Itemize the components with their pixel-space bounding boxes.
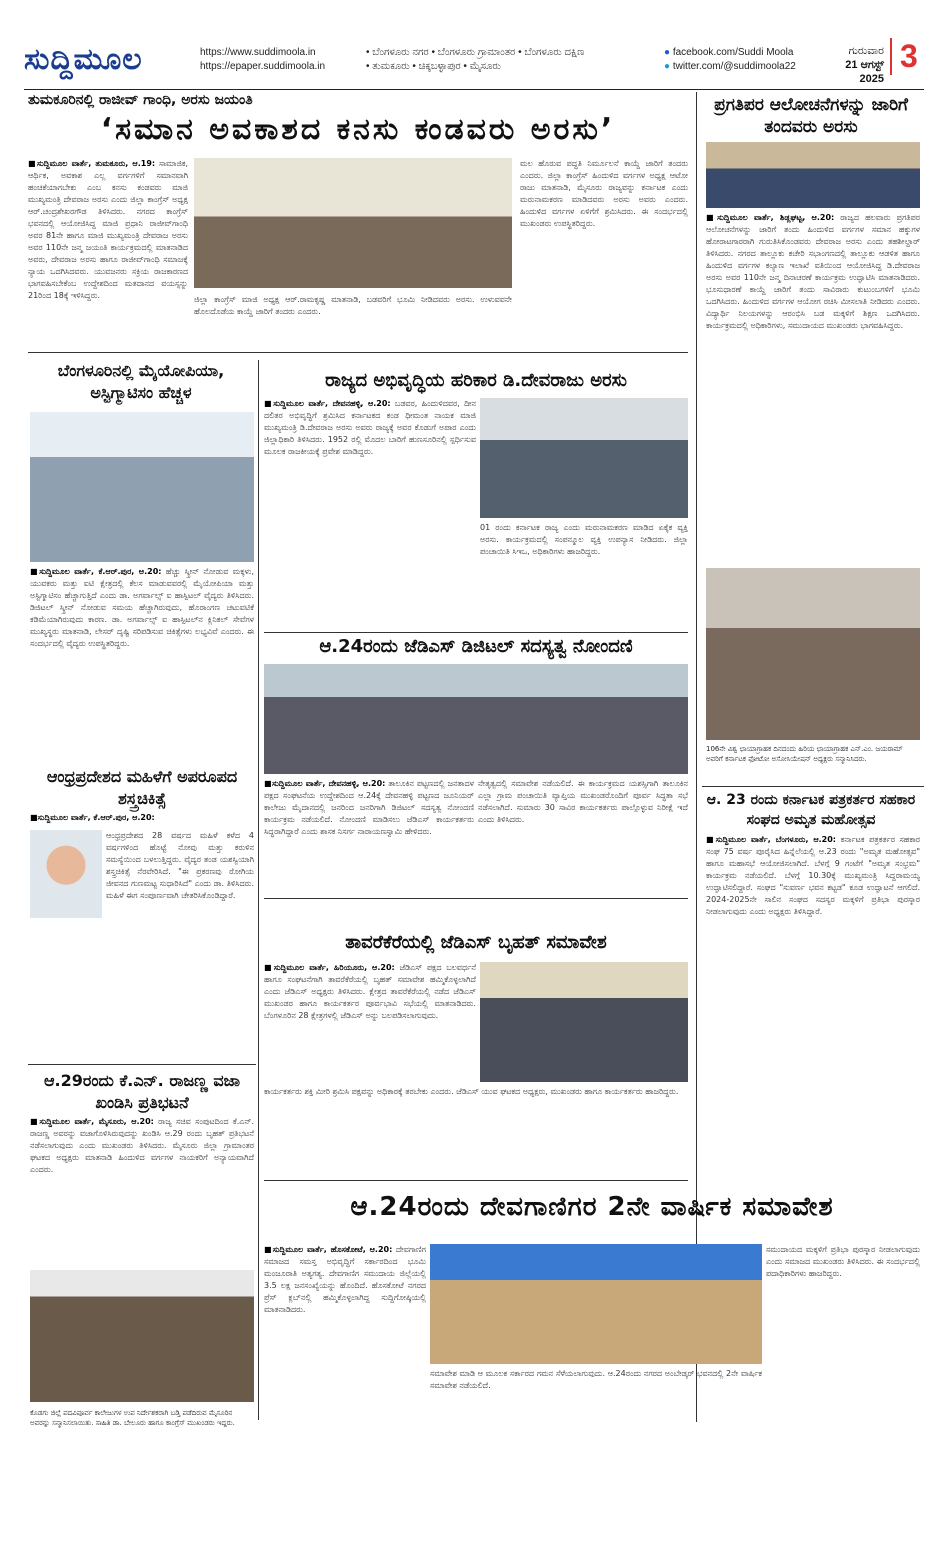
divider (264, 632, 688, 633)
issue-date (824, 44, 884, 86)
article-body (706, 212, 920, 564)
facebook-link[interactable]: facebook.com/Suddi Moola (672, 47, 794, 58)
press-meet-photo (430, 1244, 762, 1364)
article-body: ನೇತೃತ್ವದಲ್ಲಿ ಸಮಾವೇಶ ನಡೆಯಲಿದೆ. ಈ ಕಾರ್ಯಕ್ರಮದ ಯಶಸ್ಸಿಗಾಗಿ ತಾಲೂಕಿನ ಎಲ್ಲಾ ಗ್ರಾಮ ಪಂಚಾಯಿತಿ ವ್ಯಾಪ್ತಿಯ ಮುಖಂಡರೊಂದಿಗೆ ಪೂರ್ವ ಸಿದ್ಧತಾ ಸಭೆ ನಡೆಸಲಾಗಿದೆ. ಸುಮಾರು 30 ಸಾವಿರ ಕಾರ್ಯಕರ್ತರು ಪಾಲ್ಗೊಳ್ಳುವ ನಿರೀಕ್ಷೆ ಇದೆ ಎಂದು ತಿಳಿಸಿದರು. (478, 779, 688, 824)
photographer-photo (706, 568, 920, 740)
photo-caption: ಕೊಡಗು ಜಿಲ್ಲೆ ಪದವಿಪೂರ್ವ ಕಾಲೇಜುಗಳ ಉಪ ನಿರ್ದೇಶಕರಾಗಿ ಬಡ್ತಿ ಪಡೆದಿರುವ ಮೈಸೂರಿನ ಅವರನ್ನು ಸನ್ಮಾನಿಸಲಾಯಿತು. ಸಾಹಿತಿ ಡಾ. ಬೇಲೂರು ಹಾಗೂ ಕಾಂಗ್ರೆಸ್ ಮುಖಂಡರು ಇದ್ದರು. (30, 1409, 235, 1427)
social-links (664, 46, 796, 74)
article-body: 01 ರಂದು ಕರ್ನಾಟಕ ರಾಜ್ಯ ಎಂದು ಮರುನಾಮಕರಣ ಮಾಡಿದ ಏಕೈಕ ವ್ಯಕ್ತಿ ಅರಸು. ಕಾರ್ಯಕ್ರಮದಲ್ಲಿ ಸಂಪನ್ಮೂಲ ವ್ಯಕ್ತಿ ಉಪನ್ಯಾಸ ನೀಡಿದರು. ಜಿಲ್ಲಾ ಪಂಚಾಯಿತಿ ಸಿಇಒ, ಅಧಿಕಾರಿಗಳು ಹಾಜರಿದ್ದರು. (480, 523, 688, 556)
epaper-link[interactable]: https://epaper.suddimoola.in (200, 61, 326, 72)
byline: ■ಸುದ್ದಿಮೂಲ ವಾರ್ತೆ, ದೇವನಹಳ್ಳಿ, ಆ.20: (264, 399, 391, 408)
date: 21 ಆಗಸ್ಟ್ 2025 (845, 59, 884, 85)
twitter-link[interactable]: twitter.com/@suddimoola22 (672, 61, 796, 72)
edition-row: • ತುಮಕೂರು • ಚಿಕ್ಕಬಳ್ಳಾಪುರ • ಮೈಸೂರು (366, 61, 501, 72)
event-photo (706, 142, 920, 208)
article-body: ಕಾರ್ಯಕರ್ತರು ಶಕ್ತಿ ಮೀರಿ ಶ್ರಮಿಸಿ ಪಕ್ಷವನ್ನು ಅಧಿಕಾರಕ್ಕೆ ತರಬೇಕು ಎಂದರು. ಜೆಡಿಎಸ್ ಯುವ ಘಟಕದ ಅಧ್ಯಕ್ಷರು, ಮುಖಂಡರು ಹಾಗೂ ಕಾರ್ಯಕರ್ತರು ಹಾಜರಿದ್ದರು. (264, 1087, 679, 1096)
edition-row: • ಬೆಂಗಳೂರು ನಗರ • ಬೆಂಗಳೂರು ಗ್ರಾಮಾಂತರ • ಬೆಂಗಳೂರು ದಕ್ಷಿಣ (366, 47, 585, 58)
byline: ■ಸುದ್ದಿಮೂಲ ವಾರ್ತೆ, ಕೆ.ಆರ್.ಪುರ, ಆ.20: (30, 813, 155, 822)
article-body (30, 566, 254, 760)
column-rule (258, 360, 259, 1420)
article-body (264, 398, 476, 630)
newspaper-logo: ಸುದ್ದಿಮೂಲ (24, 42, 143, 77)
body-text: ಬಡವರ, ಹಿಂದುಳಿದವರ, ದೀನ ದಲಿತರ ಅಭಿವೃದ್ಧಿಗೆ ಶ್ರಮಿಸಿದ ಕರ್ನಾಟಕದ ಕಂಡ ಧೀಮಂತ ನಾಯಕ ಮಾಜಿ ಮುಖ್ಯಮಂತ್ರಿ ಡಿ.ದೇವರಾಜ ಅರಸು ಅವರು ರಾಜ್ಯಕ್ಕೆ ಅವರ ಕೊಡುಗೆ ಅಪಾರ ಎಂದು ಜಿಲ್ಲಾಧಿಕಾರಿ ತಿಳಿಸಿದರು. 1952 ರಲ್ಲಿ ಮೊದಲ ಬಾರಿಗೆ ಹುಣಸೂರಿನಲ್ಲಿ ಸ್ಪರ್ಧಿಸುವ ಮೂಲಕ ರಾಜಕೀಯಕ್ಕೆ ಪ್ರವೇಶ ಮಾಡಿದ್ದರು. (264, 399, 476, 456)
article-body: ಸಮಾವೇಶ ಮಾಡಿ ಆ ಮೂಲಕ ಸರ್ಕಾರದ ಗಮನ ಸೆಳೆಯಲಾಗುವುದು. ಆ.24ರಂದು ನಗರದ ಅಂಬೇಡ್ಕರ್ ಭವನದಲ್ಲಿ 2ನೇ ವಾರ್ಷಿಕ ಸಮಾವೇಶ ನಡೆಯಲಿದೆ. (430, 1369, 762, 1390)
group-photo (194, 158, 512, 288)
body-text: ರಾಜ್ಯ ಸಚಿವ ಸಂಪುಟದಿಂದ ಕೆ.ಎನ್. ರಾಜಣ್ಣ ಅವರನ್ನು ವಜಾಗೊಳಿಸಿರುವುದನ್ನು ಖಂಡಿಸಿ ಆ.29 ರಂದು ಬೃಹತ್ ಪ್ರತಿಭಟನೆ ನಡೆಸಲಾಗುವುದು ಎಂದು ಮುಖಂಡರು ತಿಳಿಸಿದರು. ಮೈಸೂರು ಜಿಲ್ಲಾ ಗ್ರಾಮಾಂತರ ಘಟಕದ ಅಧ್ಯಕ್ಷರು ಮಾತನಾಡಿ ಹಿಂದುಳಿದ ವರ್ಗಗಳ ನಾಯಕರಿಗೆ ಅನ್ಯಾಯವಾಗಿದೆ ಎಂದರು. (30, 1117, 254, 1174)
stage-photo (480, 962, 688, 1082)
article-body: ಸಮುದಾಯದ ಮಕ್ಕಳಿಗೆ ಪ್ರತಿಭಾ ಪುರಸ್ಕಾರ ನೀಡಲಾಗುವುದು ಎಂದು ಸಮಾಜದ ಮುಖಂಡರು ತಿಳಿಸಿದರು. ಈ ಸಂದರ್ಭದಲ್ಲಿ ಪದಾಧಿಕಾರಿಗಳು ಹಾಜರಿದ್ದರು. (766, 1245, 920, 1278)
body-text: ತಾಲೂಕಿನ ಪಟ್ಟಣದಲ್ಲಿ ಜನತಾದಳ ಪಕ್ಷದ ಸಂಘಟನೆಯ ಉದ್ದೇಶದಿಂದ ಆ.24ಕ್ಕೆ ದೇವನಹಳ್ಳಿ ಪಟ್ಟಣದ ಜೂನಿಯರ್ ಕಾಲೇಜು ಮೈದಾನದಲ್ಲಿ ಜನರಿಂದ ಜನರಿಗಾಗಿ ಡಿಜಿಟಲ್ ಸದಸ್ಯತ್ವ ನೋಂದಣಿ ಕಾರ್ಯಕ್ರಮ ನಡೆಯಲಿದೆ. ನೋಂದಣಿ ಮಾಡಿಸಲು ಜೆಡಿಎಸ್ ಕಾರ್ಯಕರ್ತರು ಸಿದ್ಧರಾಗಿದ್ದಾರೆ ಎಂದು ಶಾಸಕ ನಿಸರ್ಗ ನಾರಾಯಣಸ್ವಾಮಿ ಹೇಳಿದರು. (264, 779, 474, 836)
article-body: ಜಿಲ್ಲಾ ಕಾಂಗ್ರೆಸ್ ಮಾಜಿ ಅಧ್ಯಕ್ಷ ಆರ್.ರಾಮಕೃಷ್ಣ ಮಾತನಾಡಿ, ಬಡವರಿಗೆ ಭೂಮಿ ನೀಡಿದವರು ಅರಸು. ಉಳುವವನೇ ಹೊಲದೊಡೆಯ ಕಾಯ್ದೆ ಜಾರಿಗೆ ತಂದರು ಎಂದರು. (194, 295, 512, 316)
masthead (24, 38, 924, 90)
article-body (264, 778, 474, 896)
byline: ■ಸುದ್ದಿಮೂಲ ವಾರ್ತೆ, ತುಮಕೂರು, ಆ.19: (28, 159, 156, 168)
body-text: ಜೆಡಿಎಸ್ ಪಕ್ಷದ ಬಲವರ್ಧನೆ ಹಾಗೂ ಸಂಘಟನೆಗಾಗಿ ತಾವರೆಕೆರೆಯಲ್ಲಿ ಬೃಹತ್ ಸಮಾವೇಶ ಹಮ್ಮಿಕೊಳ್ಳಲಾಗಿದೆ ಎಂದು ಜೆಡಿಎಸ್ ಅಧ್ಯಕ್ಷರು ತಿಳಿಸಿದರು. ಕ್ಷೇತ್ರದ ತಾವರೆಕೆರೆಯಲ್ಲಿ ನಡೆದ ಜೆಡಿಎಸ್ ಮುಖಂಡರ ಹಾಗೂ ಕಾರ್ಯಕರ್ತರ ಪೂರ್ವಭಾವಿ ಸಭೆಯಲ್ಲಿ ಮಾತನಾಡಿದರು. ಬೆಂಗಳೂರಿನ 28 ಕ್ಷೇತ್ರಗಳಲ್ಲಿ ಜೆಡಿಎಸ್ ಅನ್ನು ಬಲಪಡಿಸಲಾಗುವುದು. (264, 963, 476, 1020)
divider (28, 1064, 256, 1065)
article-headline: ತಾವರೆಕೆರೆಯಲ್ಲಿ ಜೆಡಿಎಸ್ ಬೃಹತ್ ಸಮಾವೇಶ (345, 932, 607, 953)
article-body (706, 834, 920, 1178)
twitter-icon: ● (664, 61, 671, 72)
divider (264, 1180, 688, 1181)
article-body: ಮಲ ಹೊರುವ ಪದ್ಧತಿ ನಿರ್ಮೂಲನೆ ಕಾಯ್ದೆ ಜಾರಿಗೆ ತಂದರು ಎಂದರು. ಜಿಲ್ಲಾ ಕಾಂಗ್ರೆಸ್ ಹಿಂದುಳಿದ ವರ್ಗಗಳ ಅಧ್ಯಕ್ಷ ಆಟೋ ರಾಜು ಮಾತನಾಡಿ, ಮೈಸೂರು ರಾಜ್ಯವನ್ನು ಕರ್ನಾಟಕ ಎಂದು ಮರುನಾಮಕರಣ ಮಾಡಿದವರು ಅರಸು ಅವರು ಎಂದರು. ಹಿಂದುಳಿದ ವರ್ಗಗಳ ಏಳಿಗೆಗೆ ಶ್ರಮಿಸಿದರು. ಈ ಸಂದರ್ಭದಲ್ಲಿ ಮುಖಂಡರು ಉಪಸ್ಥಿತರಿದ್ದರು. (520, 159, 688, 228)
doctors-photo (30, 412, 254, 562)
body-text: ರಾಜ್ಯದ ಹಲವಾರು ಪ್ರಗತಿಪರ ಆಲೋಚನೆಗಳನ್ನು ಜಾರಿಗೆ ತಂದು ಹಿಂದುಳಿದ ವರ್ಗಗಳ ಸಮಾನ ಹಕ್ಕುಗಳ ಹೋರಾಟಗಾರರಾಗಿ ಗುರುತಿಸಿಕೊಂಡವರು ದೇವರಾಜ ಅರಸು ಎಂದು ತಹಶೀಲ್ದಾರ್ ತಿಳಿಸಿದರು. ನಗರದ ತಾಲ್ಲೂಕು ಕಚೇರಿ ಸಭಾಂಗಣದಲ್ಲಿ ತಾಲ್ಲೂಕು ಆಡಳಿತ ಹಾಗೂ ಹಿಂದುಳಿದ ವರ್ಗಗಳ ಕಲ್ಯಾಣ ಇಲಾಖೆ ವತಿಯಿಂದ ಆಯೋಜಿಸಿದ್ದ ಡಿ.ದೇವರಾಜ ಅರಸು ಅವರ 110ನೇ ಜನ್ಮ ದಿನಾಚರಣೆ ಕಾರ್ಯಕ್ರಮ ಉದ್ಘಾಟಿಸಿ ಮಾತನಾಡಿದರು. ಭೂಸುಧಾರಣೆ ಕಾಯ್ದೆ ಜಾರಿಗೆ ತಂದು ಸಾವಿರಾರು ಕುಟುಂಬಗಳಿಗೆ ಭೂಮಿ ಒದಗಿಸಿದರು. ಹಿಂದುಳಿದ ವರ್ಗಗಳ ಆಯೋಗ ರಚಿಸಿ ಮೀಸಲಾತಿ ನೀಡಿದರು ಎಂದರು. ವಿದ್ಯಾರ್ಥಿ ನಿಲಯಗಳನ್ನು ಆರಂಭಿಸಿ ಬಡ ಮಕ್ಕಳಿಗೆ ಶಿಕ್ಷಣ ಒದಗಿಸಿದರು. ಕಾರ್ಯಕ್ರಮದಲ್ಲಿ ಅಧಿಕಾರಿಗಳು, ಸಮುದಾಯದ ಮುಖಂಡರು ಭಾಗವಹಿಸಿದ್ದರು. (706, 213, 920, 330)
divider (264, 898, 688, 899)
body-text: ಸಾಮಾಜಿಕ, ಆರ್ಥಿಕ, ಅವಕಾಶ ಎಲ್ಲ ವರ್ಗಗಳಿಗೆ ಸಮಾನವಾಗಿ ಹಂಚಿಕೆಯಾಗಬೇಕು ಎಂಬ ಕನಸು ಕಂಡವರು ಮಾಜಿ ಮುಖ್ಯಮಂತ್ರಿ ದೇವರಾಜ ಅರಸು ಎಂದು ಜಿಲ್ಲಾ ಕಾಂಗ್ರೆಸ್ ಅಧ್ಯಕ್ಷ ಆರ್.ಚಂದ್ರಶೇಖರಗೌಡ ತಿಳಿಸಿದರು. ನಗರದ ಕಾಂಗ್ರೆಸ್ ಭವನದಲ್ಲಿ ಆಯೋಜಿಸಿದ್ದ ಮಾಜಿ ಪ್ರಧಾನಿ ರಾಜೀವ್‌ಗಾಂಧಿ ಅವರ 81ನೇ ಹಾಗೂ ಮಾಜಿ ಮುಖ್ಯಮಂತ್ರಿ ದೇವರಾಜ ಅರಸು ಅವರ 110ನೇ ಜನ್ಮ ಜಯಂತಿ ಕಾರ್ಯಕ್ರಮದಲ್ಲಿ ಮಾತನಾಡಿದ ಅವರು, ದೇವರಾಜ ಅರಸು ಹಾಗೂ ರಾಜೀವ್‌ಗಾಂಧಿ ಸಮಾಜಕ್ಕೆ ನ್ಯಾಯ ಒದಗಿಸಿದವರು. ಯುವಜನರು ಸಕ್ರಿಯ ರಾಜಕಾರಣದ ಭಾಗವಹಿಸಬೇಕೆಂಬ ಉದ್ದೇಶದಿಂದ ಮತದಾನದ ವಯಸ್ಸನ್ನು 21ರಿಂದ 18ಕ್ಕೆ ಇಳಿಸಿದ್ದರು. (28, 159, 188, 300)
article-body (30, 1116, 254, 1266)
article-headline: ಬೆಂಗಳೂರಿನಲ್ಲಿ ಮೈಯೋಪಿಯಾ, ಅಸ್ಟಿಗ್ಮಾಟಿಸಂ ಹೆಚ್ಚಳ (57, 361, 225, 402)
article-body (264, 1244, 426, 1444)
weekday: ಗುರುವಾರ (848, 45, 884, 57)
article-headline: ಆ. 23 ರಂದು ಕರ್ನಾಟಕ ಪತ್ರಕರ್ತರ ಸಹಕಾರ ಸಂಘದ ಅಮೃತ ಮಹೋತ್ಸವ (706, 792, 916, 828)
article-headline: ‘ಸಮಾನ ಅವಕಾಶದ ಕನಸು ಕಂಡವರು ಅರಸು’ (100, 112, 616, 147)
divider (702, 786, 924, 787)
article-headline: ಆ.24ರಂದು ಜೆಡಿಎಸ್ ಡಿಜಿಟಲ್ ಸದಸ್ಯತ್ವ ನೋಂದಣಿ (319, 636, 633, 657)
photo-caption: 106ನೇ ವಿಶ್ವ ಛಾಯಾಗ್ರಾಹಕ ದಿನದಂದು ಹಿರಿಯ ಛಾಯಾಗ್ರಾಹಕ ಎನ್.ಎಂ. ಜಯರಾಮ್ ಅವರಿಗೆ ಕರ್ನಾಟಕ ಫೋಟೋ ಅಸೋಸಿಯೇಷನ್ ಅಧ್ಯಕ್ಷರು ಸನ್ಮಾನಿಸಿದರು. (706, 745, 903, 763)
article-body: ಆಂಧ್ರಪ್ರದೇಶದ 28 ವರ್ಷದ ಮಹಿಳೆ ಕಳೆದ 4 ವರ್ಷಗಳಿಂದ ಹೊಟ್ಟೆ ನೋವು ಮತ್ತು ಕರುಳಿನ ಸಮಸ್ಯೆಯಿಂದ ಬಳಲುತ್ತಿದ್ದರು. ವೈದ್ಯರ ತಂಡ ಯಶಸ್ವಿಯಾಗಿ ಶಸ್ತ್ರಚಿಕಿತ್ಸೆ ನೆರವೇರಿಸಿದೆ. "ಈ ಪ್ರಕರಣವು ರೋಗಿಯ ಜೀವನದ ಗುಣಮಟ್ಟ ಸುಧಾರಿಸಿದೆ" ಎಂದು ಡಾ. ತಿಳಿಸಿದರು. ಮಹಿಳೆ ಈಗ ಸಂಪೂರ್ಣವಾಗಿ ಚೇತರಿಸಿಕೊಂಡಿದ್ದಾರೆ. (106, 831, 254, 900)
website-links (200, 46, 325, 74)
body-text: ದೇವಗಾಣಿಗ ಸಮಾಜದ ಸಮಸ್ತ ಅಭಿವೃದ್ಧಿಗೆ ಸರ್ಕಾರದಿಂದ ಭೂಮಿ ಮಂಜೂರಾತಿ ಅತ್ಯಗತ್ಯ. ದೇವಗಾಣಿಗ ಸಮುದಾಯ ಜಿಲ್ಲೆಯಲ್ಲಿ 3.5 ಲಕ್ಷ ಜನಸಂಖ್ಯೆಯನ್ನು ಹೊಂದಿದೆ. ಹೊಸಕೋಟೆ ನಗರದ ಪ್ರೆಸ್ ಕ್ಲಬ್‌ನಲ್ಲಿ ಹಮ್ಮಿಕೊಳ್ಳಲಾಗಿದ್ದ ಸುದ್ದಿಗೋಷ್ಠಿಯಲ್ಲಿ ಮಾತನಾಡಿದರು. (264, 1245, 426, 1314)
article-headline: ಆ.29ರಂದು ಕೆ.ಎನ್. ರಾಜಣ್ಣ ವಜಾ ಖಂಡಿಸಿ ಪ್ರತಿಭಟನೆ (43, 1071, 241, 1112)
byline: ■ಸುದ್ದಿಮೂಲ ವಾರ್ತೆ, ಹಿರಿಯೂರು, ಆ.20: (264, 963, 395, 972)
portrait-photo (30, 830, 102, 918)
website-link[interactable]: https://www.suddimoola.in (200, 47, 316, 58)
byline: ■ಸುದ್ದಿಮೂಲ ವಾರ್ತೆ, ದೇವನಹಳ್ಳಿ, ಆ.20: (264, 779, 386, 788)
event-photo (480, 398, 688, 518)
facebook-icon: ● (664, 47, 671, 58)
article-headline: ಆ.24ರಂದು ದೇವಗಾಣಿಗರ 2ನೇ ವಾರ್ಷಿಕ ಸಮಾವೇಶ (350, 1192, 834, 1222)
body-text: ಕರ್ನಾಟಕ ಪತ್ರಕರ್ತರ ಸಹಕಾರ ಸಂಘ 75 ವರ್ಷ ಪೂರೈಸಿದ ಹಿನ್ನೆಲೆಯಲ್ಲಿ ಆ.23 ರಂದು "ಅಮೃತ ಮಹೋತ್ಸವ" ಹಾಗೂ ಮಹಾಸಭೆ ಆಯೋಜಿಸಲಾಗಿದೆ. ಬೆಳಗ್ಗೆ 9 ಗಂಟೆಗೆ "ಅಮೃತ ಸಂಭ್ರಮ" ಕಾರ್ಯಕ್ರಮ ನಡೆಯಲಿದೆ. ಬೆಳಗ್ಗೆ 10.30ಕ್ಕೆ ಮುಖ್ಯಮಂತ್ರಿ ಸಿದ್ದರಾಮಯ್ಯ ಉದ್ಘಾಟಿಸಲಿದ್ದಾರೆ. ಸಂಘದ "ಸುವರ್ಣ ಭವನ ಕಟ್ಟಡ" ಕೂಡ ಉದ್ಘಾಟನೆ ಆಗಲಿದೆ. 2024-2025ನೇ ಸಾಲಿನ ಸಂಘದ ಸದಸ್ಯರ ಮಕ್ಕಳಿಗೆ ಪ್ರತಿಭಾ ಪುರಸ್ಕಾರ ನೀಡಲಾಗುವುದು ಎಂದು ಅಧ್ಯಕ್ಷರು ತಿಳಿಸಿದ್ದಾರೆ. (706, 835, 920, 916)
byline: ■ಸುದ್ದಿಮೂಲ ವಾರ್ತೆ, ಬೆಂಗಳೂರು, ಆ.20: (706, 835, 836, 844)
byline: ■ಸುದ್ದಿಮೂಲ ವಾರ್ತೆ, ಹೊಸಕೋಟೆ, ಆ.20: (264, 1245, 393, 1254)
divider (28, 352, 688, 353)
byline: ■ಸುದ್ದಿಮೂಲ ವಾರ್ತೆ, ಮೈಸೂರು, ಆ.20: (30, 1117, 154, 1126)
article-kicker: ತುಮಕೂರಿನಲ್ಲಿ ರಾಜೀವ್ ಗಾಂಧಿ, ಅರಸು ಜಯಂತಿ (28, 92, 253, 108)
article-body (28, 158, 188, 348)
edition-list (366, 46, 584, 74)
article-headline: ಪ್ರಗತಿಪರ ಆಲೋಚನೆಗಳನ್ನು ಜಾರಿಗೆ ತಂದವರು ಅರಸು (714, 95, 908, 137)
meeting-photo (264, 664, 688, 774)
article-headline: ಆಂಧ್ರಪ್ರದೇಶದ ಮಹಿಳೆಗೆ ಅಪರೂಪದ ಶಸ್ತ್ರಚಿಕಿತ್ಸೆ (46, 767, 238, 808)
byline: ■ಸುದ್ದಿಮೂಲ ವಾರ್ತೆ, ಕೆ.ಆರ್.ಪುರ, ಆ.20: (30, 567, 162, 576)
byline: ■ಸುದ್ದಿಮೂಲ ವಾರ್ತೆ, ಶಿಡ್ಲಘಟ್ಟ, ಆ.20: (706, 213, 835, 222)
felicitation-photo (30, 1270, 254, 1402)
body-text: ಹೆಚ್ಚು ಸ್ಕ್ರೀನ್ ನೋಡುವ ಮಕ್ಕಳು, ಯುವಕರು ಮತ್ತು ಐಟಿ ಕ್ಷೇತ್ರದಲ್ಲಿ ಕೆಲಸ ಮಾಡುವವರಲ್ಲಿ ಮೈಯೋಪಿಯಾ ಮತ್ತು ಅಸ್ಟಿಗ್ಮಾಟಿಸಂ ಹೆಚ್ಚಾಗುತ್ತಿದೆ ಎಂದು ಡಾ. ಅಗರ್ವಾಲ್ಸ್ ಐ ಹಾಸ್ಪಿಟಲ್ ವೈದ್ಯರು ತಿಳಿಸಿದರು. ಡಿಜಿಟಲ್ ಸ್ಕ್ರೀನ್ ನೋಡುವ ಸಮಯ ಹೆಚ್ಚಾಗಿರುವುದು, ಹೊರಾಂಗಣ ಚಟುವಟಿಕೆ ಕಡಿಮೆಯಾಗಿರುವುದು ಕಾರಣ. ಡಾ. ಅಗರ್ವಾಲ್ಸ್ ಐ ಹಾಸ್ಪಿಟಲ್‌ನ ಕ್ಲಿನಿಕಲ್ ಸೇವೆಗಳ ಮುಖ್ಯಸ್ಥರು ಮಾತನಾಡಿ, ಲೇಸರ್ ದೃಷ್ಟಿ ಸರಿಪಡಿಸುವ ಚಿಕಿತ್ಸೆಗಳು ಲಭ್ಯವಿವೆ ಎಂದರು. ಈ ಸಂದರ್ಭದಲ್ಲಿ ವೈದ್ಯರು ಉಪಸ್ಥಿತರಿದ್ದರು. (30, 567, 254, 648)
article-headline: ರಾಜ್ಯದ ಅಭಿವೃದ್ಧಿಯ ಹರಿಕಾರ ಡಿ.ದೇವರಾಜು ಅರಸು (325, 370, 627, 391)
article-body (264, 962, 476, 1082)
page-number: 3 (890, 38, 918, 75)
